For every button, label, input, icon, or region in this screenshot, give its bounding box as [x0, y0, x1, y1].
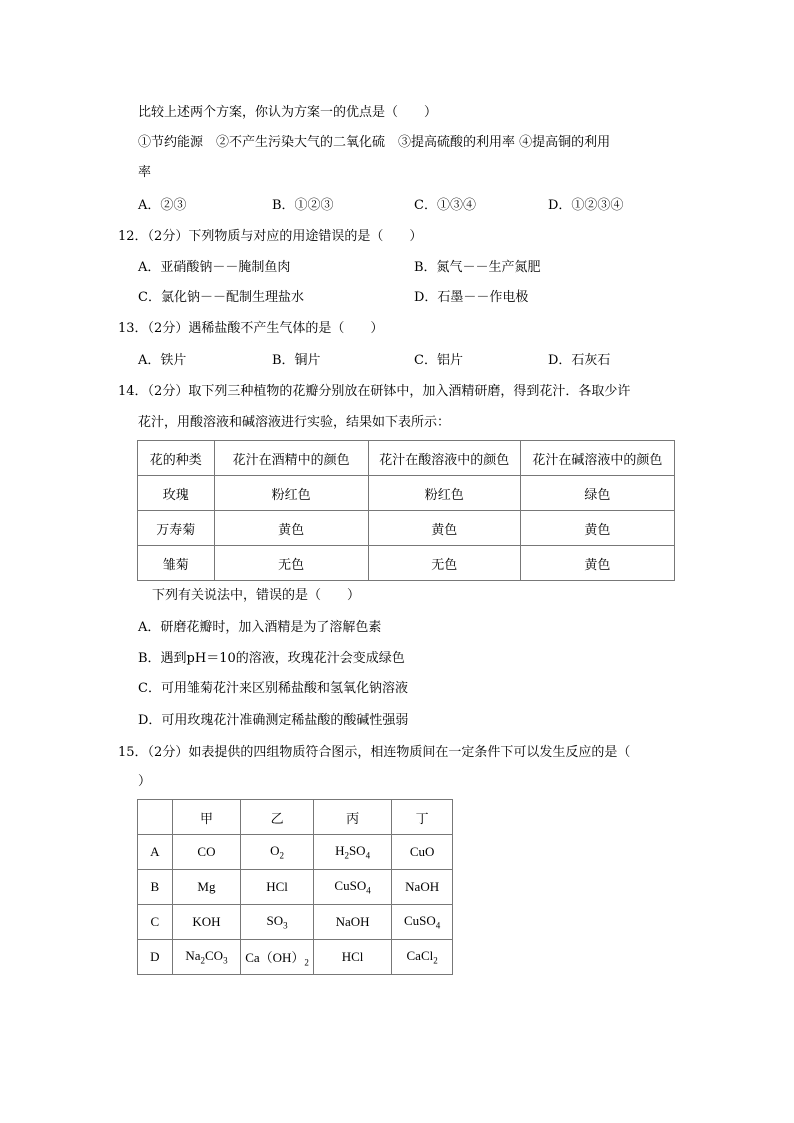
table-header-cell: 甲 [172, 800, 241, 835]
q13-option-c[interactable]: C．铝片 [414, 353, 463, 368]
q12-option-c[interactable]: C．氯化钠－－配制生理盐水 [138, 290, 304, 305]
table-cell: 无色 [214, 546, 368, 581]
q13-option-a[interactable]: A．铁片 [138, 353, 187, 368]
q11-statement-items: ①节约能源 ②不产生污染大气的二氧化硫 ③提高硫酸的利用率 ④提高铜的利用 [138, 135, 611, 150]
q14-stem-line2: 花汁，用酸溶液和碱溶液进行实验，结果如下表所示： [138, 415, 451, 430]
table-header-row [138, 800, 453, 835]
q11-question-text: 比较上述两个方案，你认为方案一的优点是（ ） [138, 105, 438, 120]
table-cell: CO [172, 835, 241, 870]
q11-statement-items-cont: 率 [138, 165, 152, 180]
table-cell: 无色 [368, 546, 520, 581]
q15-stem-line1: 15．（2分）如表提供的四组物质符合图示，相连物质间在一定条件下可以发生反应的是（ [118, 745, 631, 760]
table-cell: 黄色 [520, 546, 674, 581]
row-label: C [138, 905, 173, 940]
table-cell: HCl [241, 870, 314, 905]
q12-option-a[interactable]: A．亚硝酸钠－－腌制鱼肉 [138, 260, 291, 275]
table-cell: $O_2$ [241, 835, 314, 870]
table-header-cell: 丙 [313, 800, 391, 835]
table-cell: 绿色 [520, 476, 674, 511]
q14-option-a[interactable]: A．研磨花瓣时，加入酒精是为了溶解色素 [138, 620, 382, 635]
row-label: B [138, 870, 173, 905]
table-header-cell: 乙 [241, 800, 314, 835]
q14-option-c[interactable]: C．可用雏菊花汁来区别稀盐酸和氢氧化钠溶液 [138, 681, 408, 696]
table-header-cell: 花汁在酒精中的颜色 [214, 441, 368, 476]
table-header-cell: 花的种类 [138, 441, 215, 476]
table-cell: NaOH [313, 905, 391, 940]
q13-option-b[interactable]: B．铜片 [272, 353, 321, 368]
table-cell: 黄色 [368, 511, 520, 546]
row-label: D [138, 940, 173, 975]
table-row [138, 511, 675, 546]
table-row [138, 835, 453, 870]
q12-option-d[interactable]: D．石墨－－作电极 [414, 290, 529, 305]
q12-stem: 12．（2分）下列物质与对应的用途错误的是（ ） [118, 229, 423, 244]
q11-option-c[interactable]: C．①③④ [414, 198, 476, 213]
flower-color-table [137, 440, 675, 581]
table-header-cell: 花汁在酸溶液中的颜色 [368, 441, 520, 476]
q13-stem: 13．（2分）遇稀盐酸不产生气体的是（ ） [118, 321, 384, 336]
table-cell: 黄色 [214, 511, 368, 546]
table-cell: $SO_3$ [241, 905, 314, 940]
q14-follow-up: 下列有关说法中，错误的是（ ） [152, 588, 361, 603]
table-row [138, 940, 453, 975]
table-cell: CuO [392, 835, 453, 870]
q11-option-b[interactable]: B．①②③ [272, 198, 334, 213]
table-header-row [138, 441, 675, 476]
table-cell: 玫瑰 [138, 476, 215, 511]
table-row [138, 870, 453, 905]
table-cell: 粉红色 [214, 476, 368, 511]
table-row [138, 546, 675, 581]
table-header-cell [138, 800, 173, 835]
table-cell: CuSO$_4$ [313, 870, 391, 905]
table-header-cell: 丁 [392, 800, 453, 835]
q11-option-a[interactable]: A．②③ [138, 198, 187, 213]
table-cell: Mg [172, 870, 241, 905]
table-cell: $Na_2CO_3$ [172, 940, 241, 975]
table-cell: CaCl$_2$ [392, 940, 453, 975]
table-cell: KOH [172, 905, 241, 940]
table-cell: 万寿菊 [138, 511, 215, 546]
q14-option-d[interactable]: D．可用玫瑰花汁准确测定稀盐酸的酸碱性强弱 [138, 713, 409, 728]
q15-stem-line2: ） [138, 774, 152, 789]
table-row [138, 476, 675, 511]
table-cell: CuSO$_4$ [392, 905, 453, 940]
table-header-cell: 花汁在碱溶液中的颜色 [520, 441, 674, 476]
table-row [138, 905, 453, 940]
table-cell: $H_2SO_4$ [313, 835, 391, 870]
row-label: A [138, 835, 173, 870]
table-cell: 雏菊 [138, 546, 215, 581]
substance-table [137, 799, 453, 975]
q11-option-d[interactable]: D．①②③④ [548, 198, 624, 213]
q14-stem-line1: 14．（2分）取下列三种植物的花瓣分别放在研钵中，加入酒精研磨，得到花汁．各取少许 [118, 384, 631, 399]
q13-option-d[interactable]: D．石灰石 [548, 353, 611, 368]
table-cell: HCl [313, 940, 391, 975]
table-cell: 粉红色 [368, 476, 520, 511]
table-cell: 黄色 [520, 511, 674, 546]
q14-option-b[interactable]: B．遇到pH＝10的溶液，玫瑰花汁会变成绿色 [138, 651, 405, 666]
table-cell: $Ca(OH)_2$ [241, 940, 314, 975]
table-cell: NaOH [392, 870, 453, 905]
q12-option-b[interactable]: B．氮气－－生产氮肥 [414, 260, 541, 275]
